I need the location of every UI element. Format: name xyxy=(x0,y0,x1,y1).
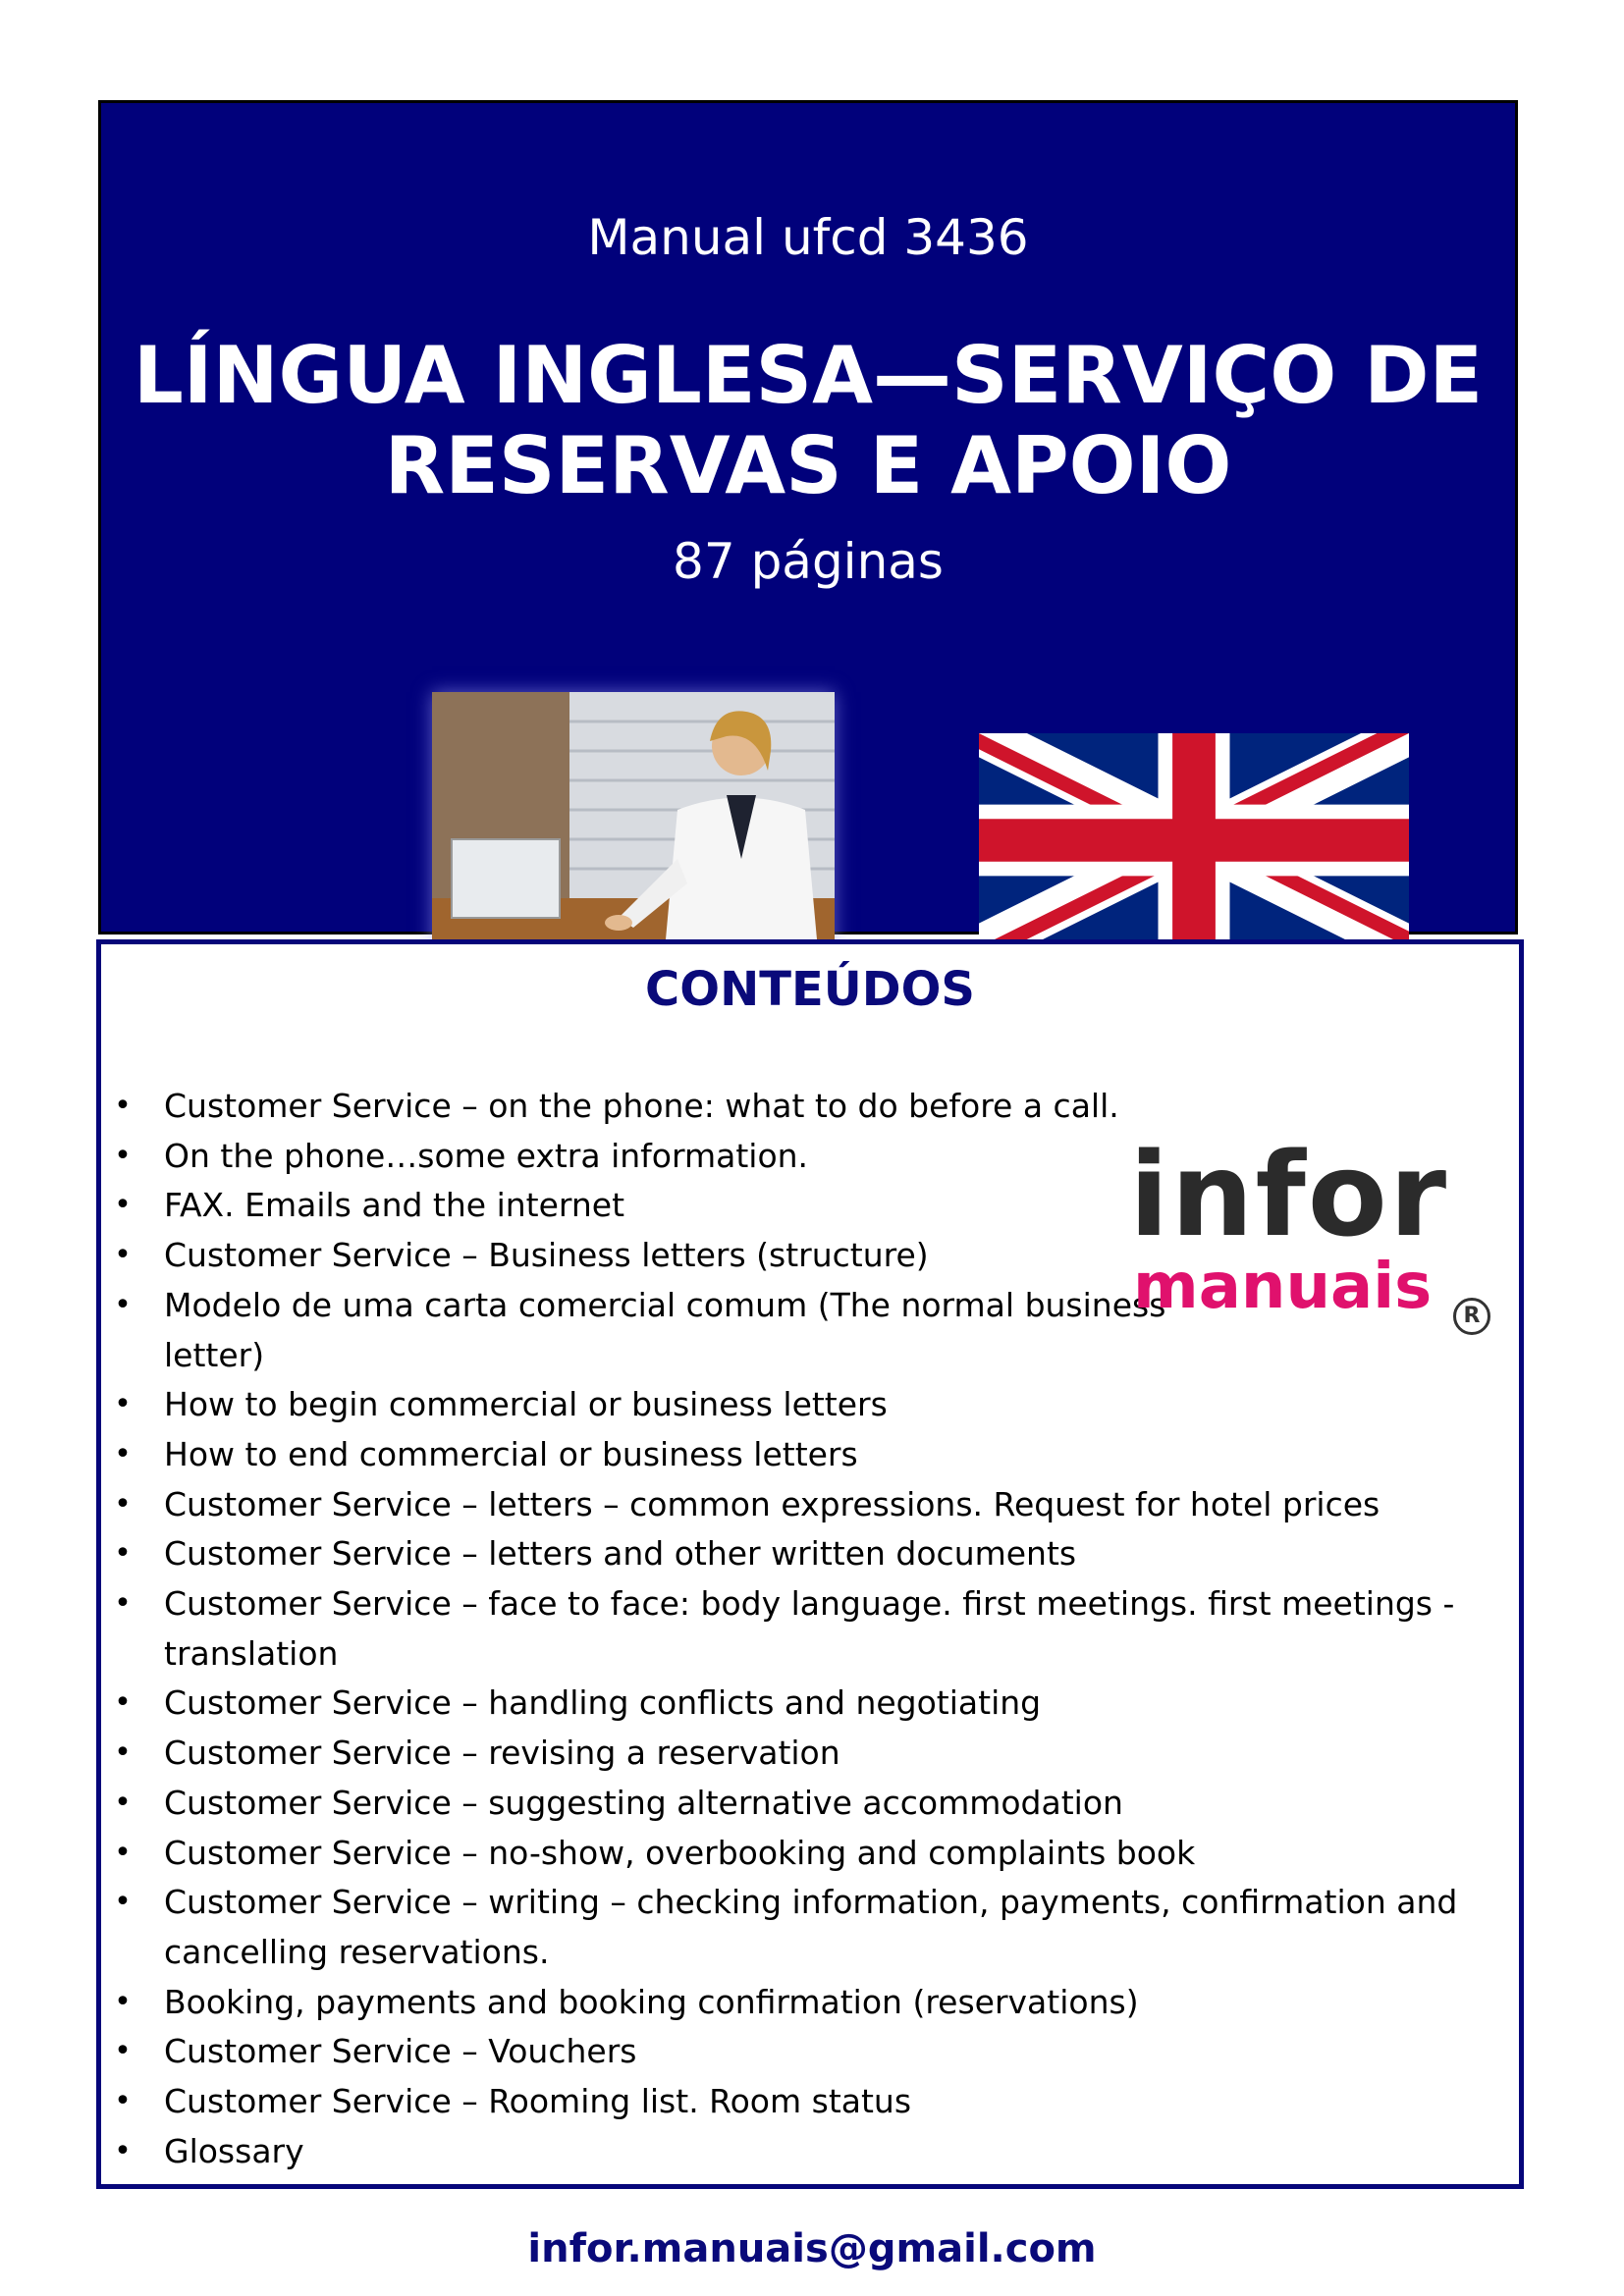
logo-word-manuais: manuais xyxy=(1133,1251,1433,1323)
contents-heading: CONTEÚDOS xyxy=(645,962,975,1017)
logo-word-infor: infor xyxy=(1129,1127,1449,1262)
receptionist-photo xyxy=(432,692,835,972)
contact-email[interactable]: infor.manuais@gmail.com xyxy=(527,2226,1097,2271)
list-item xyxy=(113,1082,1507,1132)
list-item-text: Glossary xyxy=(164,2131,304,2170)
list-item xyxy=(113,1529,1507,1579)
list-item-text: Customer Service – handling conflicts and negotiating xyxy=(164,1683,1042,1723)
list-item xyxy=(113,1679,1507,1729)
bullet-icon: • xyxy=(114,1089,132,1123)
page-count: 87 páginas xyxy=(673,533,944,590)
list-item-text: Customer Service – suggesting alternative accommodation xyxy=(164,1783,1123,1822)
list-item xyxy=(113,2127,1507,2177)
manual-subtitle: Manual ufcd 3436 xyxy=(587,209,1029,266)
uk-flag xyxy=(979,733,1409,947)
bullet-icon: • xyxy=(114,2084,132,2119)
list-item-text: How to end commercial or business letters xyxy=(164,1434,858,1473)
list-item xyxy=(113,1281,1167,1380)
list-item xyxy=(113,1729,1507,1779)
bullet-icon: • xyxy=(114,1835,132,1870)
bullet-icon: • xyxy=(114,1188,132,1223)
list-item-text: Customer Service – revising a reservation xyxy=(164,1734,840,1773)
bullet-icon: • xyxy=(114,1536,132,1572)
list-item xyxy=(113,2077,1507,2127)
bullet-icon: • xyxy=(114,1735,132,1771)
list-item-text: Customer Service – on the phone: what to do before a call. xyxy=(164,1087,1119,1125)
list-item xyxy=(113,1430,1507,1480)
list-item xyxy=(113,1878,1507,1977)
bullet-icon: • xyxy=(114,1287,132,1322)
list-item xyxy=(113,1579,1507,1679)
list-item-text: Customer Service – writing – checking information, payments, confirmation and cancelling reservations. xyxy=(164,1883,1458,1971)
list-item-text: Customer Service – no-show, overbooking and complaints book xyxy=(164,1833,1196,1872)
bullet-icon: • xyxy=(114,1238,132,1273)
list-item-text: FAX. Emails and the internet xyxy=(164,1186,625,1225)
registered-icon: R xyxy=(1453,1298,1490,1335)
bullet-icon: • xyxy=(114,1586,132,1622)
list-item-text: Customer Service – face to face: body language. first meetings. first meetings - translation xyxy=(164,1584,1455,1673)
title-line-1: LÍNGUA INGLESA—SERVIÇO DE xyxy=(133,330,1484,421)
list-item xyxy=(113,1829,1507,1879)
list-item xyxy=(113,1978,1507,2028)
bullet-icon: • xyxy=(114,1885,132,1920)
list-item-text: Customer Service – Vouchers xyxy=(164,2032,637,2071)
bullet-icon: • xyxy=(114,2034,132,2069)
cover-banner xyxy=(98,100,1518,934)
manual-title xyxy=(101,331,1515,511)
list-item-text: Customer Service – Rooming list. Room status xyxy=(164,2082,912,2121)
list-item-text: On the phone…some extra information. xyxy=(164,1136,809,1175)
bullet-icon: • xyxy=(114,1387,132,1422)
list-item xyxy=(113,1480,1507,1530)
bullet-icon: • xyxy=(114,1486,132,1522)
bullet-icon: • xyxy=(114,1785,132,1820)
receptionist-photo-graphic xyxy=(432,692,835,972)
bullet-icon: • xyxy=(114,2133,132,2168)
bullet-icon: • xyxy=(114,1138,132,1173)
list-item-text: Booking, payments and booking confirmation (reservations) xyxy=(164,1982,1139,2021)
bullet-icon: • xyxy=(114,1685,132,1721)
bullet-icon: • xyxy=(114,1436,132,1471)
list-item xyxy=(113,1380,1507,1430)
list-item-text: Customer Service – letters and other written documents xyxy=(164,1534,1077,1574)
list-item xyxy=(113,2027,1507,2077)
list-item xyxy=(113,1779,1507,1829)
list-item-text: Customer Service – Business letters (structure) xyxy=(164,1236,929,1275)
bullet-icon: • xyxy=(114,1984,132,2019)
list-item-text: How to begin commercial or business letters xyxy=(164,1385,888,1424)
union-jack-icon xyxy=(979,733,1409,947)
title-line-2: RESERVAS E APOIO xyxy=(384,420,1232,511)
infor-manuais-logo xyxy=(1129,1127,1502,1345)
list-item-text: Customer Service – letters – common expressions. Request for hotel prices xyxy=(164,1484,1380,1523)
list-item-text: Modelo de uma carta comercial comum (The normal business letter) xyxy=(164,1285,1166,1374)
